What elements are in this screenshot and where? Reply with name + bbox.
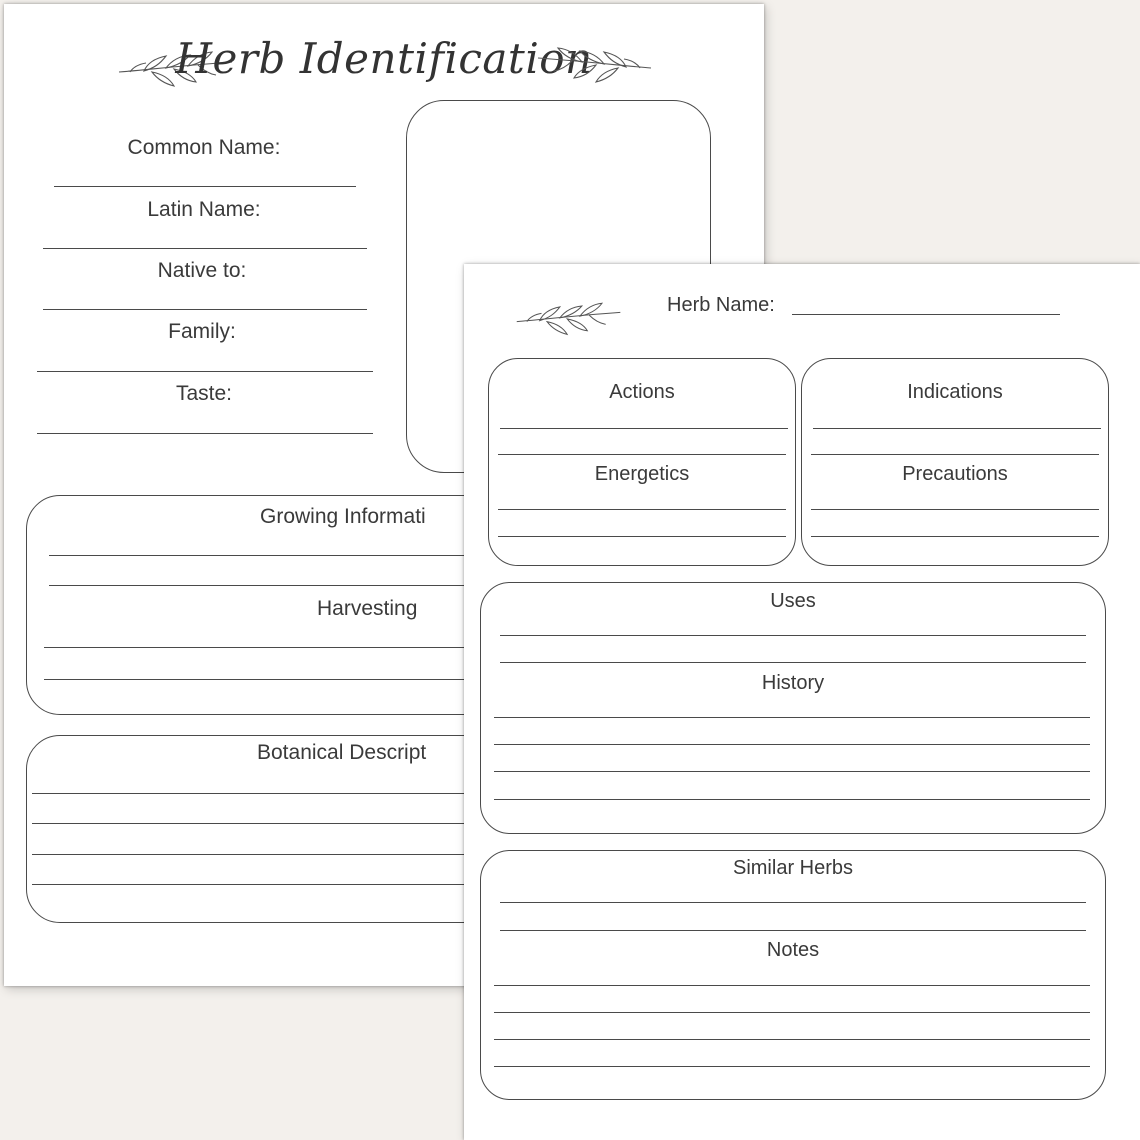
latin-name-line[interactable] xyxy=(43,248,367,249)
page-title: Herb Identification xyxy=(175,34,593,83)
notes-line-2[interactable] xyxy=(494,1012,1090,1013)
similar-herbs-heading: Similar Herbs xyxy=(732,857,854,879)
family-label: Family: xyxy=(168,320,236,343)
native-to-label: Native to: xyxy=(157,259,247,282)
harvesting-heading: Harvesting xyxy=(317,597,418,620)
energetics-line-2[interactable] xyxy=(498,536,786,537)
latin-name-label: Latin Name: xyxy=(147,198,261,221)
common-name-label: Common Name: xyxy=(127,136,281,159)
indications-line-1[interactable] xyxy=(813,428,1101,429)
uses-heading: Uses xyxy=(770,590,816,612)
history-heading: History xyxy=(761,672,825,694)
uses-line-1[interactable] xyxy=(500,635,1086,636)
taste-line[interactable] xyxy=(37,433,373,434)
herb-name-line[interactable] xyxy=(792,314,1060,315)
family-line[interactable] xyxy=(37,371,373,372)
energetics-line-1[interactable] xyxy=(498,509,786,510)
notes-line-1[interactable] xyxy=(494,985,1090,986)
indications-heading: Indications xyxy=(907,381,1003,403)
notes-line-4[interactable] xyxy=(494,1066,1090,1067)
sprig-icon xyxy=(514,294,624,340)
energetics-heading: Energetics xyxy=(594,463,690,485)
native-to-line[interactable] xyxy=(43,309,367,310)
history-line-1[interactable] xyxy=(494,717,1090,718)
growing-info-heading: Growing Informati xyxy=(260,505,426,528)
precautions-line-1[interactable] xyxy=(811,509,1099,510)
precautions-line-2[interactable] xyxy=(811,536,1099,537)
indications-line-2[interactable] xyxy=(811,454,1099,455)
history-line-2[interactable] xyxy=(494,744,1090,745)
botanical-description-heading: Botanical Descript xyxy=(257,741,427,764)
precautions-heading: Precautions xyxy=(902,463,1008,485)
similar-herbs-notes-box xyxy=(480,850,1106,1100)
history-line-3[interactable] xyxy=(494,771,1090,772)
uses-history-box xyxy=(480,582,1106,834)
actions-line-2[interactable] xyxy=(498,454,786,455)
taste-label: Taste: xyxy=(175,382,233,405)
sprig-icon xyxy=(534,38,654,88)
actions-heading: Actions xyxy=(609,381,675,403)
similar-herbs-line-2[interactable] xyxy=(500,930,1086,931)
notes-line-3[interactable] xyxy=(494,1039,1090,1040)
notes-heading: Notes xyxy=(766,939,820,961)
common-name-line[interactable] xyxy=(54,186,356,187)
herb-profile-sheet xyxy=(464,264,1140,1140)
actions-line-1[interactable] xyxy=(500,428,788,429)
uses-line-2[interactable] xyxy=(500,662,1086,663)
similar-herbs-line-1[interactable] xyxy=(500,902,1086,903)
history-line-4[interactable] xyxy=(494,799,1090,800)
herb-name-label: Herb Name: xyxy=(667,294,775,316)
